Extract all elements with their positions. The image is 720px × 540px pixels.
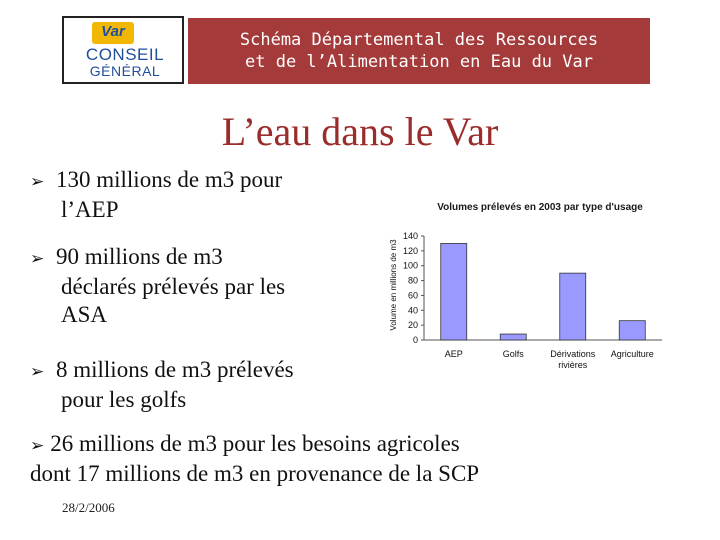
logo-word-conseil: CONSEIL [85,45,165,64]
var-logo-mark [92,22,134,44]
y-tick-label: 40 [407,305,418,316]
arrow-bullet-icon: ➢ [30,436,45,456]
y-tick-label: 60 [407,290,418,301]
arrow-bullet-icon: ➢ [30,249,45,269]
header-banner [188,18,650,84]
logo-mark-text: Var [101,23,125,40]
arrow-bullet-icon: ➢ [30,172,45,192]
bullet-line: ASA [61,302,108,327]
x-tick-label: Dérivations [550,349,596,359]
bullet-agriculture [30,430,479,488]
bar-0 [441,243,467,340]
bar-1 [500,334,526,340]
chart-title: Volumes prélevés en 2003 par type d'usage [437,202,643,213]
bullet-line: 26 millions de m3 pour les besoins agricoles [50,431,460,456]
x-tick-label: rivières [558,360,588,370]
bullet-line: dont 17 millions de m3 en provenance de la SCP [30,461,480,486]
y-tick-label: 120 [402,245,418,256]
y-tick-label: 0 [412,335,418,345]
x-tick-label: AEP [444,349,463,359]
header-line-1: Schéma Départemental des Ressources [239,30,599,50]
bullet-aep [30,166,282,224]
slide-date: 28/2/2006 [62,500,115,515]
bullet-golfs [30,356,294,414]
bullet-asa [30,243,285,329]
bullet-line: l’AEP [61,197,119,222]
bar-2 [560,273,586,340]
x-tick-label: Golfs [502,349,524,359]
bullet-line: 130 millions de m3 pour [56,167,283,192]
y-tick-label: 80 [407,275,418,286]
header-line-2: et de l’Alimentation en Eau du Var [245,52,593,72]
x-tick-label: Agriculture [610,349,654,359]
y-tick-label: 100 [402,260,418,271]
bullet-line: 90 millions de m3 [56,244,223,269]
logo-word-general: GÉNÉRAL [89,63,161,79]
bullet-line: 8 millions de m3 prélevés [56,357,294,382]
y-tick-label: 140 [402,231,418,241]
y-tick-label: 20 [407,320,418,331]
bullet-line: déclarés prélevés par les [61,274,286,299]
arrow-bullet-icon: ➢ [30,362,45,382]
conseil-general-logo [62,16,184,84]
y-axis-label: Volume en millions de m3 [389,239,398,331]
bar-3 [619,321,645,340]
slide-title: L’eau dans le Var [221,109,499,154]
bullet-line: pour les golfs [61,387,187,412]
